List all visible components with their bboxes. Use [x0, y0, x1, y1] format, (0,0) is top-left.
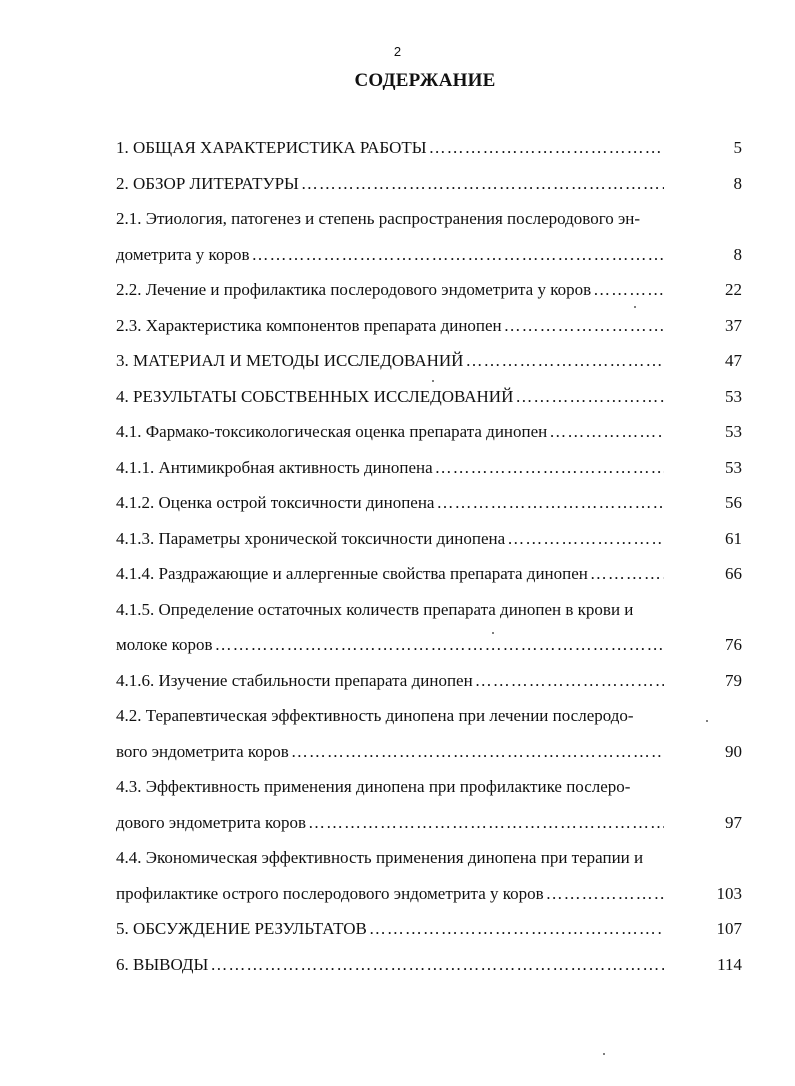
toc-entry-page: 8	[733, 244, 742, 264]
toc-entry[interactable]	[116, 734, 742, 770]
scan-speck	[492, 632, 494, 634]
toc-entry[interactable]	[116, 663, 742, 699]
toc-entry-page: 8	[733, 173, 742, 193]
dot-leader	[504, 308, 664, 344]
toc-entry-text: 4.1.5. Определение остаточных количеств препарата динопен в крови и	[116, 599, 634, 619]
scan-speck	[634, 306, 636, 308]
dot-leader	[291, 734, 664, 770]
dot-leader	[301, 166, 664, 202]
toc-entry-text: 6. ВЫВОДЫ	[116, 954, 209, 974]
toc-entry-page: 37	[725, 315, 742, 335]
toc-entry-text: 2.3. Характеристика компонентов препарата динопен	[116, 315, 502, 335]
toc-entry-text: вого эндометрита коров	[116, 741, 289, 761]
scan-speck	[432, 380, 434, 382]
toc-entry[interactable]	[116, 237, 742, 273]
toc-entry[interactable]	[116, 876, 742, 912]
toc-entry-first-line	[116, 201, 742, 237]
toc-entry-text: 1. ОБЩАЯ ХАРАКТЕРИСТИКА РАБОТЫ	[116, 138, 427, 157]
toc-entry-page: 103	[716, 883, 742, 903]
dot-leader	[210, 947, 664, 983]
toc-entry-text: 4.1.6. Изучение стабильности препарата динопен	[116, 670, 473, 690]
toc-entry-text: 2.1. Этиология, патогенез и степень распространения послеродового эн-	[116, 209, 641, 228]
toc-entry[interactable]	[116, 521, 742, 557]
toc-entry-text: молоке коров	[116, 635, 213, 654]
toc-entry-first-line	[116, 840, 742, 876]
toc-entry-text: 4.1.2. Оценка острой токсичности динопена	[116, 493, 435, 512]
dot-leader	[429, 130, 664, 166]
toc-entry-page: 5	[733, 138, 742, 157]
dot-leader	[515, 379, 664, 415]
toc-entry-page: 90	[725, 741, 742, 761]
toc-entry-page: 107	[716, 919, 742, 938]
toc-entry[interactable]	[116, 627, 742, 663]
dot-leader	[436, 485, 664, 521]
page-number: 2	[393, 44, 402, 59]
dot-leader	[507, 521, 664, 557]
toc-entry-page: 22	[725, 280, 742, 299]
toc-entry[interactable]	[116, 272, 742, 308]
toc-entry[interactable]	[116, 805, 742, 841]
toc-entry-page: 61	[725, 528, 742, 548]
toc-entry-text: 4.2. Терапевтическая эффективность динопена при лечении послеродо-	[116, 706, 634, 725]
toc-entry-text: 4.3. Эффективность применения динопена при профилактике послеро-	[116, 777, 631, 796]
toc-entry-first-line	[116, 769, 742, 805]
toc-entry[interactable]	[116, 379, 742, 415]
toc-entry-text: профилактике острого послеродового эндометрита у коров	[116, 883, 544, 903]
toc-entry[interactable]	[116, 343, 742, 379]
toc-entry-page: 114	[717, 954, 742, 974]
toc-entry-page: 53	[725, 457, 742, 477]
toc-entry-page: 53	[725, 386, 742, 406]
page-title: СОДЕРЖАНИЕ	[354, 70, 496, 91]
toc-entry-text: дового эндометрита коров	[116, 812, 306, 832]
toc-entry-text: 4.1. Фармако-токсикологическая оценка препарата динопен	[116, 422, 548, 441]
dot-leader	[590, 556, 664, 592]
dot-leader	[549, 414, 664, 450]
dot-leader	[593, 272, 664, 308]
dot-leader	[369, 911, 664, 947]
toc-entry-first-line	[116, 592, 742, 628]
toc-entry-page: 53	[725, 422, 742, 441]
dot-leader	[475, 663, 664, 699]
dot-leader	[215, 627, 664, 663]
toc-entry-text: 4.1.3. Параметры хронической токсичности динопена	[116, 528, 506, 548]
toc-entry-text: 4.4. Экономическая эффективность применения динопена при терапии и	[116, 848, 644, 867]
toc-entry-text: 4.1.4. Раздражающие и аллергенные свойства препарата динопен	[116, 564, 588, 583]
toc-entry[interactable]	[116, 414, 742, 450]
toc-entry-first-line	[116, 698, 742, 734]
toc-entry[interactable]	[116, 485, 742, 521]
toc-entry-page: 56	[725, 493, 742, 512]
toc-entry-page: 66	[725, 564, 742, 583]
toc-entry-text: 5. ОБСУЖДЕНИЕ РЕЗУЛЬТАТОВ	[116, 919, 367, 938]
toc-entry[interactable]	[116, 947, 742, 983]
toc-entry-page: 79	[725, 670, 742, 690]
dot-leader	[546, 876, 664, 912]
dot-leader	[435, 450, 664, 486]
toc-entry-text: дометрита у коров	[116, 244, 250, 264]
toc-entry[interactable]	[116, 911, 742, 947]
toc-entry[interactable]	[116, 308, 742, 344]
dot-leader	[465, 343, 664, 379]
scan-speck	[603, 1053, 605, 1055]
dot-leader	[308, 805, 664, 841]
toc-entry-text: 4. РЕЗУЛЬТАТЫ СОБСТВЕННЫХ ИССЛЕДОВАНИЙ	[116, 386, 514, 406]
toc-entry-page: 47	[725, 351, 742, 370]
toc-entry-text: 2.2. Лечение и профилактика послеродового эндометрита у коров	[116, 280, 592, 299]
toc-entry-text: 2. ОБЗОР ЛИТЕРАТУРЫ	[116, 173, 299, 193]
toc-entry-page: 97	[725, 812, 742, 832]
scan-speck	[706, 720, 708, 722]
toc-entry[interactable]	[116, 556, 742, 592]
toc-entry[interactable]	[116, 130, 742, 166]
toc-entry-text: 4.1.1. Антимикробная активность динопена	[116, 457, 433, 477]
dot-leader	[251, 237, 664, 273]
toc-entry[interactable]	[116, 450, 742, 486]
toc-entry-page: 76	[725, 635, 742, 654]
table-of-contents	[116, 130, 742, 982]
toc-entry-text: 3. МАТЕРИАЛ И МЕТОДЫ ИССЛЕДОВАНИЙ	[116, 351, 464, 370]
toc-entry[interactable]	[116, 166, 742, 202]
